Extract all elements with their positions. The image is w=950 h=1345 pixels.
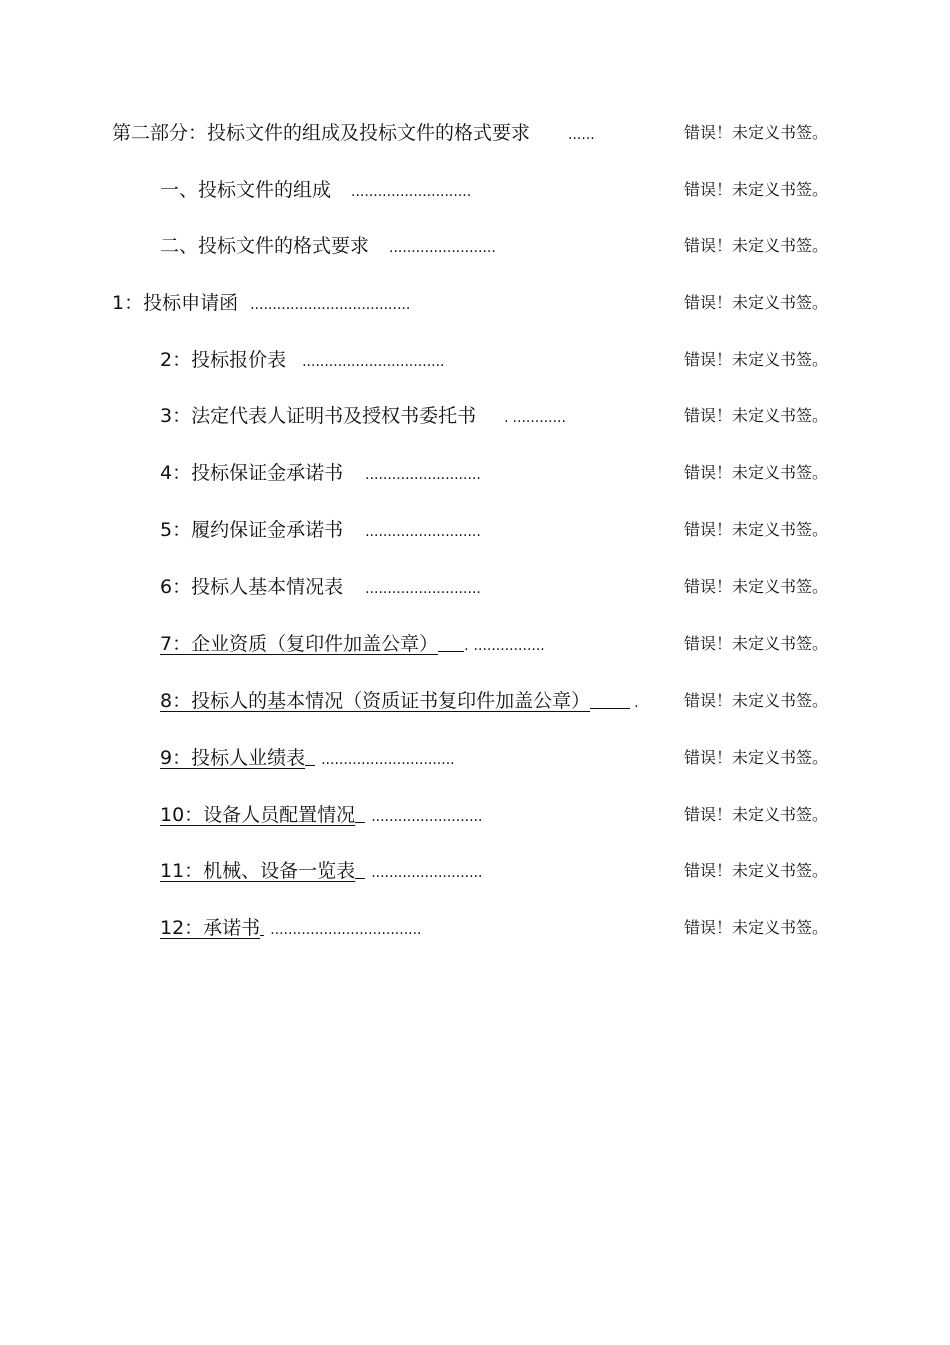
toc-row-item12 xyxy=(0,913,950,943)
toc-entry-sec2[interactable] xyxy=(160,231,496,263)
toc-leader-dots: .......................... xyxy=(365,581,481,597)
toc-page-ref: 错误！未定义书签。 xyxy=(684,634,829,653)
toc-title: 1：投标申请函 xyxy=(112,292,239,314)
toc-entry-item11[interactable] xyxy=(160,856,482,888)
toc-entry-item5[interactable] xyxy=(160,515,481,547)
toc-entry-sec1[interactable] xyxy=(160,175,471,207)
toc-page-ref: 错误！未定义书签。 xyxy=(684,861,829,880)
toc-title: 一、投标文件的组成 xyxy=(160,179,332,201)
toc-title: 11：机械、设备一览表 xyxy=(160,860,356,882)
toc-entry-item12[interactable] xyxy=(160,913,422,945)
toc-leader-dots: ............ xyxy=(512,410,566,426)
toc-leader-lead: . xyxy=(634,695,639,711)
toc-row-part2 xyxy=(0,118,950,148)
toc-row-sec2 xyxy=(0,231,950,261)
toc-row-sec1 xyxy=(0,175,950,205)
toc-row-item5 xyxy=(0,515,950,545)
toc-title: 9：投标人业绩表 xyxy=(160,747,306,769)
toc-leader-dots: .............................. xyxy=(321,752,455,768)
toc-page-ref: 错误！未定义书签。 xyxy=(684,918,829,937)
toc-leader-dots: ................................... xyxy=(254,297,411,313)
toc-page-ref: 错误！未定义书签。 xyxy=(684,691,829,710)
toc-leader-dots: ................ xyxy=(473,638,545,654)
toc-page-ref: 错误！未定义书签。 xyxy=(684,748,829,767)
toc-page-ref: 错误！未定义书签。 xyxy=(684,805,829,824)
toc-leader-dots: ...... xyxy=(568,127,595,143)
toc-page-ref: 错误！未定义书签。 xyxy=(684,520,829,539)
toc-entry-item3[interactable] xyxy=(160,401,566,433)
toc-leader-dots: ........................ xyxy=(389,240,496,256)
toc-leader-lead: . xyxy=(504,410,509,426)
toc-leader-dots: ................................ xyxy=(302,354,445,370)
toc-leader-lead: . xyxy=(464,638,469,654)
toc-row-item11 xyxy=(0,856,950,886)
toc-entry-item9[interactable] xyxy=(160,743,455,775)
toc-title: 5：履约保证金承诺书 xyxy=(160,519,344,541)
toc-title: 4：投标保证金承诺书 xyxy=(160,462,344,484)
toc-leader-dots: .......................... xyxy=(365,467,481,483)
toc-title: 12：承诺书 xyxy=(160,917,261,939)
toc-entry-item4[interactable] xyxy=(160,458,481,490)
toc-title: 3：法定代表人证明书及授权书委托书 xyxy=(160,405,477,427)
toc-entry-item6[interactable] xyxy=(160,572,481,604)
toc-title: 7：企业资质（复印件加盖公章） xyxy=(160,633,439,655)
toc-entry-item10[interactable] xyxy=(160,800,482,832)
toc-row-item2 xyxy=(0,345,950,375)
toc-row-item8 xyxy=(0,686,950,716)
toc-page-ref: 错误！未定义书签。 xyxy=(684,350,829,369)
toc-page-ref: 错误！未定义书签。 xyxy=(684,406,829,425)
toc-row-item9 xyxy=(0,743,950,773)
toc-page-ref: 错误！未定义书签。 xyxy=(684,180,829,199)
toc-page-ref: 错误！未定义书签。 xyxy=(684,123,829,142)
toc-title: 2：投标报价表 xyxy=(160,349,287,371)
toc-leader-dots: ......................... xyxy=(371,865,483,881)
toc-page-ref: 错误！未定义书签。 xyxy=(684,293,829,312)
toc-page-ref: 错误！未定义书签。 xyxy=(684,463,829,482)
toc-leader-dots: ......................... xyxy=(371,809,483,825)
toc-leader-dots: ........................... xyxy=(351,184,472,200)
toc-title: 8：投标人的基本情况（资质证书复印件加盖公章） xyxy=(160,690,591,712)
toc-row-item10 xyxy=(0,800,950,830)
toc-entry-item1[interactable] xyxy=(112,288,410,320)
toc-row-item1 xyxy=(0,288,950,318)
toc-entry-part2[interactable] xyxy=(112,118,595,150)
toc-row-item6 xyxy=(0,572,950,602)
toc-title: 10：设备人员配置情况 xyxy=(160,804,356,826)
toc-title: 二、投标文件的格式要求 xyxy=(160,235,370,257)
toc-row-item7 xyxy=(0,629,950,659)
toc-title: 第二部分：投标文件的组成及投标文件的格式要求 xyxy=(112,122,531,144)
toc-entry-item7[interactable] xyxy=(160,629,545,661)
toc-page-ref: 错误！未定义书签。 xyxy=(684,577,829,596)
toc-leader-dots: .................................. xyxy=(270,922,422,938)
toc-entry-item2[interactable] xyxy=(160,345,445,377)
toc-entry-item8[interactable] xyxy=(160,686,639,718)
toc-leader-dots: .......................... xyxy=(365,524,481,540)
toc-leader-lead: . xyxy=(250,297,255,313)
toc-row-item3 xyxy=(0,401,950,431)
toc-row-item4 xyxy=(0,458,950,488)
toc-page-ref: 错误！未定义书签。 xyxy=(684,236,829,255)
toc-title: 6：投标人基本情况表 xyxy=(160,576,344,598)
